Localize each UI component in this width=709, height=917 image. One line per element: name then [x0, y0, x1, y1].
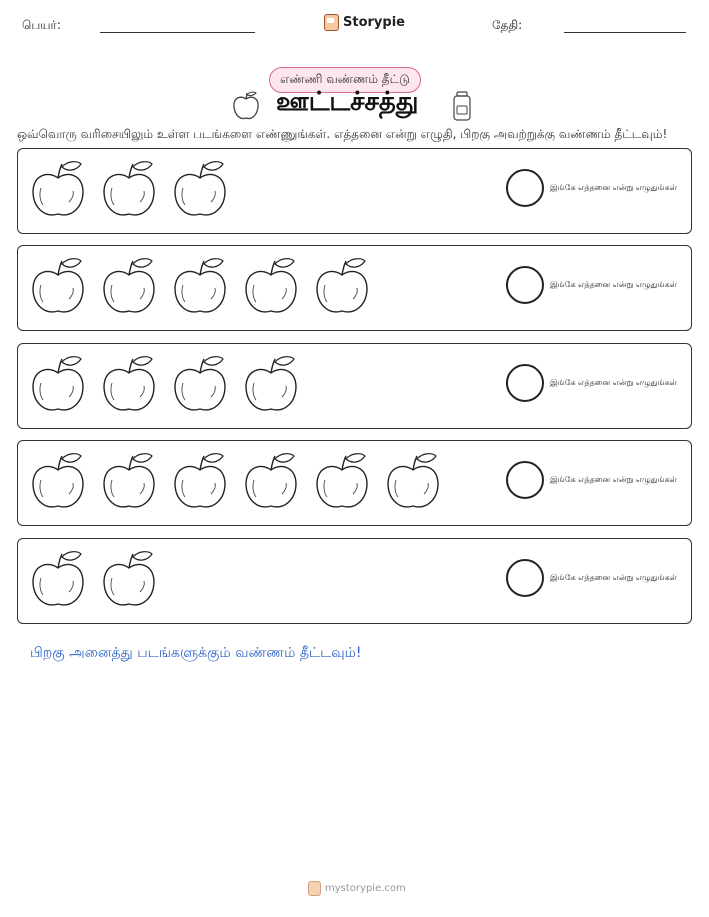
apple-outline-icon[interactable] — [100, 548, 158, 614]
apple-outline-icon[interactable] — [100, 255, 158, 321]
title-apple-icon — [230, 90, 262, 126]
answer-circle[interactable] — [506, 266, 544, 304]
name-line[interactable] — [100, 32, 255, 33]
date-line[interactable] — [564, 32, 686, 33]
answer-circle[interactable] — [506, 559, 544, 597]
answer-hint: இங்கே எத்தனை என்று எழுதுங்கள் — [550, 475, 677, 484]
name-label: பெயர்: — [22, 18, 61, 32]
apple-outline-icon[interactable] — [171, 158, 229, 224]
apple-outline-icon[interactable] — [29, 548, 87, 614]
footer-note: பிறகு அனைத்து படங்களுக்கும் வண்ணம் தீட்டவும்! — [30, 645, 362, 661]
answer-circle[interactable] — [506, 461, 544, 499]
storypie-footer-icon — [308, 881, 321, 896]
footer-brand — [308, 881, 406, 896]
page-title: ஊட்டச்சத்து — [276, 87, 419, 117]
footer-url: mystorypie.com — [325, 883, 406, 894]
apple-outline-icon[interactable] — [100, 353, 158, 419]
apple-outline-icon[interactable] — [171, 450, 229, 516]
apple-outline-icon[interactable] — [29, 353, 87, 419]
apple-outline-icon[interactable] — [313, 450, 371, 516]
apple-outline-icon[interactable] — [313, 255, 371, 321]
apple-outline-icon[interactable] — [29, 255, 87, 321]
brand-name: Storypie — [343, 15, 405, 30]
apple-outline-icon[interactable] — [29, 158, 87, 224]
apple-outline-icon[interactable] — [171, 353, 229, 419]
apple-outline-icon[interactable] — [29, 450, 87, 516]
date-label: தேதி: — [492, 18, 523, 32]
apple-outline-icon[interactable] — [171, 255, 229, 321]
apple-outline-icon[interactable] — [242, 353, 300, 419]
apple-outline-icon[interactable] — [100, 450, 158, 516]
answer-circle[interactable] — [506, 169, 544, 207]
answer-hint: இங்கே எத்தனை என்று எழுதுங்கள் — [550, 183, 677, 192]
apple-outline-icon[interactable] — [100, 158, 158, 224]
answer-hint: இங்கே எத்தனை என்று எழுதுங்கள் — [550, 573, 677, 582]
answer-hint: இங்கே எத்தனை என்று எழுதுங்கள் — [550, 378, 677, 387]
answer-circle[interactable] — [506, 364, 544, 402]
apple-outline-icon[interactable] — [242, 255, 300, 321]
title-jar-icon — [452, 90, 472, 126]
brand-logo — [324, 14, 405, 31]
answer-hint: இங்கே எத்தனை என்று எழுதுங்கள் — [550, 280, 677, 289]
apple-outline-icon[interactable] — [242, 450, 300, 516]
apple-outline-icon[interactable] — [384, 450, 442, 516]
storypie-logo-icon — [324, 14, 339, 31]
instructions: ஒவ்வொரு வரிசையிலும் உள்ள படங்களை எண்ணுங்கள். எத்தனை என்று எழுதி, பிறகு அவற்றுக்கு வண்ணம் தீட்டவும்! — [17, 127, 668, 141]
activity-badge: எண்ணி வண்ணம் தீட்டு — [269, 67, 421, 93]
